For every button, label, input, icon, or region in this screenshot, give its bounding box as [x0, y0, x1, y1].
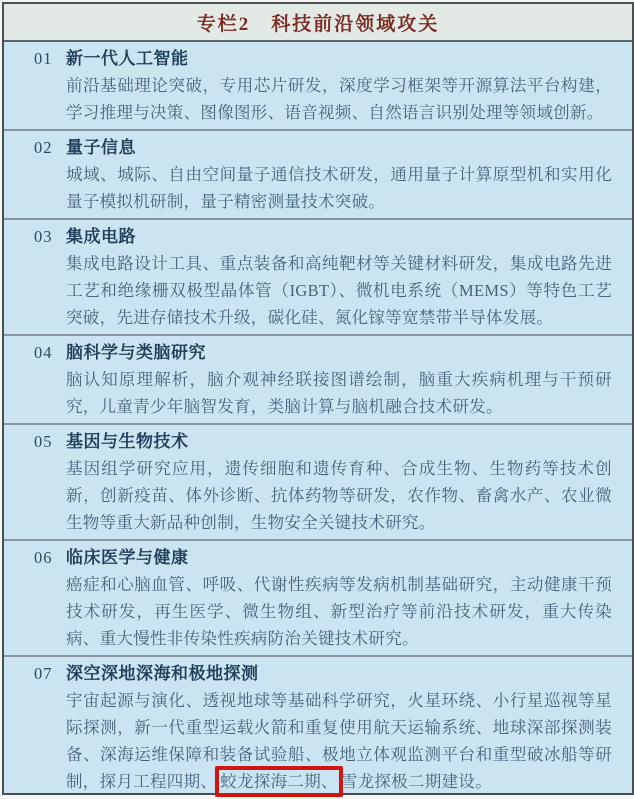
section-01 [4, 42, 632, 131]
section-number: 03 [34, 227, 53, 246]
section-number: 04 [34, 343, 53, 362]
section-body: 癌症和心脑血管、呼吸、代谢性疾病等发病机制基础研究，主动健康干预技术研发，再生医学、微生物组、新型治疗等前沿技术研发，重大传染病、重大慢性非传染性疾病防治关键技术研究。 [66, 575, 612, 648]
section-content [66, 223, 612, 331]
section-content [66, 45, 612, 126]
section-body: 脑认知原理解析，脑介观神经联接图谱绘制，脑重大疾病机理与干预研究，儿童青少年脑智发育，类脑计算与脑机融合技术研发。 [66, 370, 612, 416]
section-number: 02 [34, 138, 53, 157]
section-number: 06 [34, 548, 53, 567]
section-body: 城域、城际、自由空间量子通信技术研发，通用量子计算原型机和实用化量子模拟机研制，量子精密测量技术突破。 [66, 165, 612, 211]
section-body-pre: 宇宙起源与演化、透视地球等基础科学研究，火星环绕、小行星巡视等星际探测，新一代重型运载火箭和重复使用航天运输系统、地球深部探测装备、深海运维保障和装备试验船、极地立体观监测平台和重型破冰船等研制，探月工程四期、 [66, 691, 612, 791]
section-content [66, 339, 612, 420]
panel-header [4, 4, 632, 42]
section-number: 07 [34, 664, 53, 683]
section-content [66, 660, 612, 795]
section-content [66, 428, 612, 536]
section-title: 量子信息 [66, 138, 136, 157]
section-title: 基因与生物技术 [66, 432, 189, 451]
section-content [66, 544, 612, 652]
section-title: 集成电路 [66, 227, 136, 246]
section-body-post: 雪龙探极二期建设。 [340, 772, 493, 791]
section-number: 05 [34, 432, 53, 451]
highlight-red-box [215, 766, 343, 797]
boxed-panel-column2 [2, 2, 634, 795]
section-title: 深空深地深海和极地探测 [66, 664, 259, 683]
section-07 [4, 657, 632, 798]
section-body: 前沿基础理论突破，专用芯片研发，深度学习框架等开源算法平台构建，学习推理与决策、图像图形、语音视频、自然语言识别处理等领域创新。 [66, 76, 612, 122]
section-body: 集成电路设计工具、重点装备和高纯靶材等关键材料研发，集成电路先进工艺和绝缘栅双极型晶体管（IGBT）、微机电系统（MEMS）等特色工艺突破，先进存储技术升级，碳化硅、氮化镓等宽禁带半导体发展。 [66, 254, 612, 327]
section-body: 基因组学研究应用，遗传细胞和遗传育种、合成生物、生物药等技术创新，创新疫苗、体外诊断、抗体药物等研发，农作物、畜禽水产、农业微生物等重大新品种创制，生物安全关键技术研究。 [66, 459, 612, 532]
section-05 [4, 425, 632, 541]
section-body [66, 687, 612, 795]
section-title: 新一代人工智能 [66, 49, 189, 68]
section-title: 临床医学与健康 [66, 548, 189, 567]
section-04 [4, 336, 632, 425]
highlighted-text: 蛟龙探海二期、 [220, 772, 338, 791]
section-number: 01 [34, 49, 53, 68]
section-02 [4, 131, 632, 220]
section-title: 脑科学与类脑研究 [66, 343, 206, 362]
section-06 [4, 541, 632, 657]
section-content [66, 134, 612, 215]
panel-title: 专栏2 科技前沿领域攻关 [196, 13, 440, 35]
section-03 [4, 220, 632, 336]
